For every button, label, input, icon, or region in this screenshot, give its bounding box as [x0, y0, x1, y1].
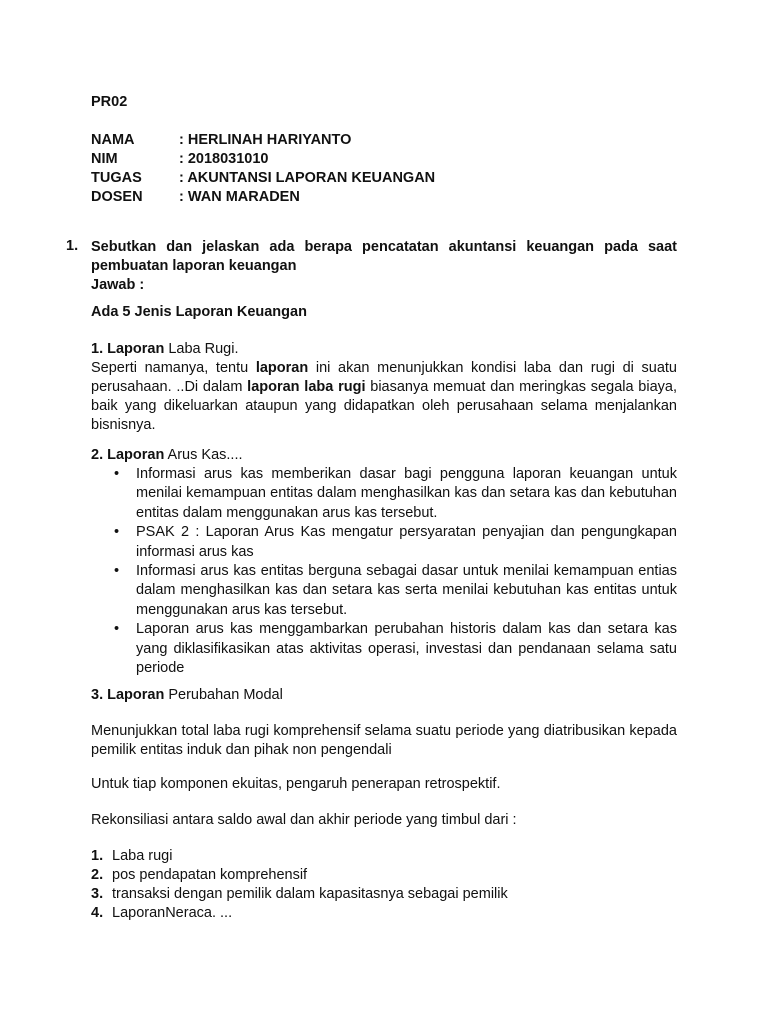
list-item-text: Informasi arus kas entitas berguna sebagai dasar untuk menilai kemampuan entias dalam menghasilkan kas dan setara kas serta menilai kebutuhan kas entitas untuk menggunakan arus kas tersebut. — [136, 563, 677, 618]
list-item — [91, 866, 508, 885]
text-segment: biasanya memuat dan meringkas segala biaya, baik yang dikeluarkan ataupun yang didapatkan oleh perusahaan selama menjalankan bisnisnya. — [91, 379, 677, 433]
list-item-text: PSAK 2 : Laporan Arus Kas mengatur persyaratan penyajian dan pengungkapan informasi arus kas — [136, 524, 677, 560]
list-item — [91, 847, 508, 866]
section-1-heading — [91, 340, 677, 359]
info-row-dosen — [91, 188, 435, 207]
list-number: 4. — [91, 905, 104, 921]
info-label: NAMA — [91, 132, 135, 148]
bullet-icon: • — [114, 621, 120, 638]
student-info — [91, 131, 435, 207]
section-title: Laba Rugi. — [164, 341, 239, 357]
info-label: NIM — [91, 151, 118, 167]
section-bold-word: Laporan — [107, 341, 165, 357]
answer-label: Jawab : — [91, 277, 145, 293]
question-number: 1. — [66, 238, 79, 254]
document-id: PR02 — [91, 94, 128, 110]
text-segment-bold: laporan — [255, 360, 309, 376]
list-item — [108, 465, 677, 523]
info-row-tugas — [91, 169, 435, 188]
list-item-text: Laba rugi — [112, 848, 173, 864]
list-item — [91, 904, 508, 923]
section-title: Arus Kas.... — [164, 447, 243, 463]
list-item — [108, 620, 677, 678]
intro-heading: Ada 5 Jenis Laporan Keuangan — [91, 304, 307, 320]
section-title: Perubahan Modal — [164, 687, 283, 703]
section-3-paragraph-3: Rekonsiliasi antara saldo awal dan akhir periode yang timbul dari : — [91, 812, 517, 828]
section-3-paragraph-2: Untuk tiap komponen ekuitas, pengaruh penerapan retrospektif. — [91, 776, 501, 792]
list-item-text: pos pendapatan komprehensif — [112, 867, 308, 883]
section-2-bullet-list — [108, 465, 677, 678]
list-item — [108, 523, 677, 562]
section-2-heading — [91, 446, 677, 465]
question-body: Sebutkan dan jelaskan ada berapa pencatatan akuntansi keuangan pada saat pembuatan laporan keuangan — [91, 239, 677, 274]
list-item-text: Informasi arus kas memberikan dasar bagi pengguna laporan keuangan untuk menilai kemampuan entitas dalam menghasilkan kas dan setara kas dan kebutuhan entitas dalam menggunakan arus kas tersebut. — [136, 466, 677, 521]
list-item-text: Laporan arus kas menggambarkan perubahan historis dalam kas dan setara kas yang diklasifikasikan atas aktivitas operasi, investasi dan pendanaan selama satu periode — [136, 621, 677, 677]
section-number: 2. — [91, 447, 104, 463]
text-segment: Seperti namanya, tentu — [91, 360, 256, 376]
section-bold-word: Laporan — [107, 687, 165, 703]
section-bold-word: Laporan — [107, 447, 165, 463]
bullet-icon: • — [114, 466, 120, 482]
text-segment: ini akan menunjukkan kondisi laba dan rugi di suatu perusahaan. ..Di dalam — [91, 360, 677, 395]
info-value: : HERLINAH HARIYANTO — [179, 132, 352, 148]
list-item-text: transaksi dengan pemilik dalam kapasitasnya sebagai pemilik — [112, 886, 508, 902]
question-text — [91, 238, 677, 295]
list-number: 1. — [91, 848, 104, 864]
info-value: : AKUNTANSI LAPORAN KEUANGAN — [179, 170, 436, 186]
list-item — [91, 885, 508, 904]
section-1-paragraph — [91, 359, 677, 435]
info-row-nama — [91, 131, 435, 150]
section-3-paragraph-1: Menunjukkan total laba rugi komprehensif selama suatu periode yang diatribusikan kepada pemilik entitas induk dan pihak non pengendali — [91, 723, 677, 758]
info-label: DOSEN — [91, 189, 143, 205]
info-value: : WAN MARADEN — [179, 189, 300, 205]
bullet-icon: • — [114, 563, 120, 580]
list-number: 3. — [91, 886, 104, 902]
bullet-icon: • — [114, 524, 120, 541]
text-segment-bold: laporan laba rugi — [247, 379, 366, 395]
section-number: 3. — [91, 687, 104, 703]
section-3-heading — [91, 686, 677, 705]
info-label: TUGAS — [91, 170, 142, 186]
list-item-text: LaporanNeraca. ... — [112, 905, 233, 921]
section-number: 1. — [91, 341, 104, 357]
list-number: 2. — [91, 867, 104, 883]
section-3-numbered-list — [91, 847, 508, 923]
info-value: : 2018031010 — [179, 151, 269, 167]
list-item — [108, 562, 677, 620]
info-row-nim — [91, 150, 435, 169]
